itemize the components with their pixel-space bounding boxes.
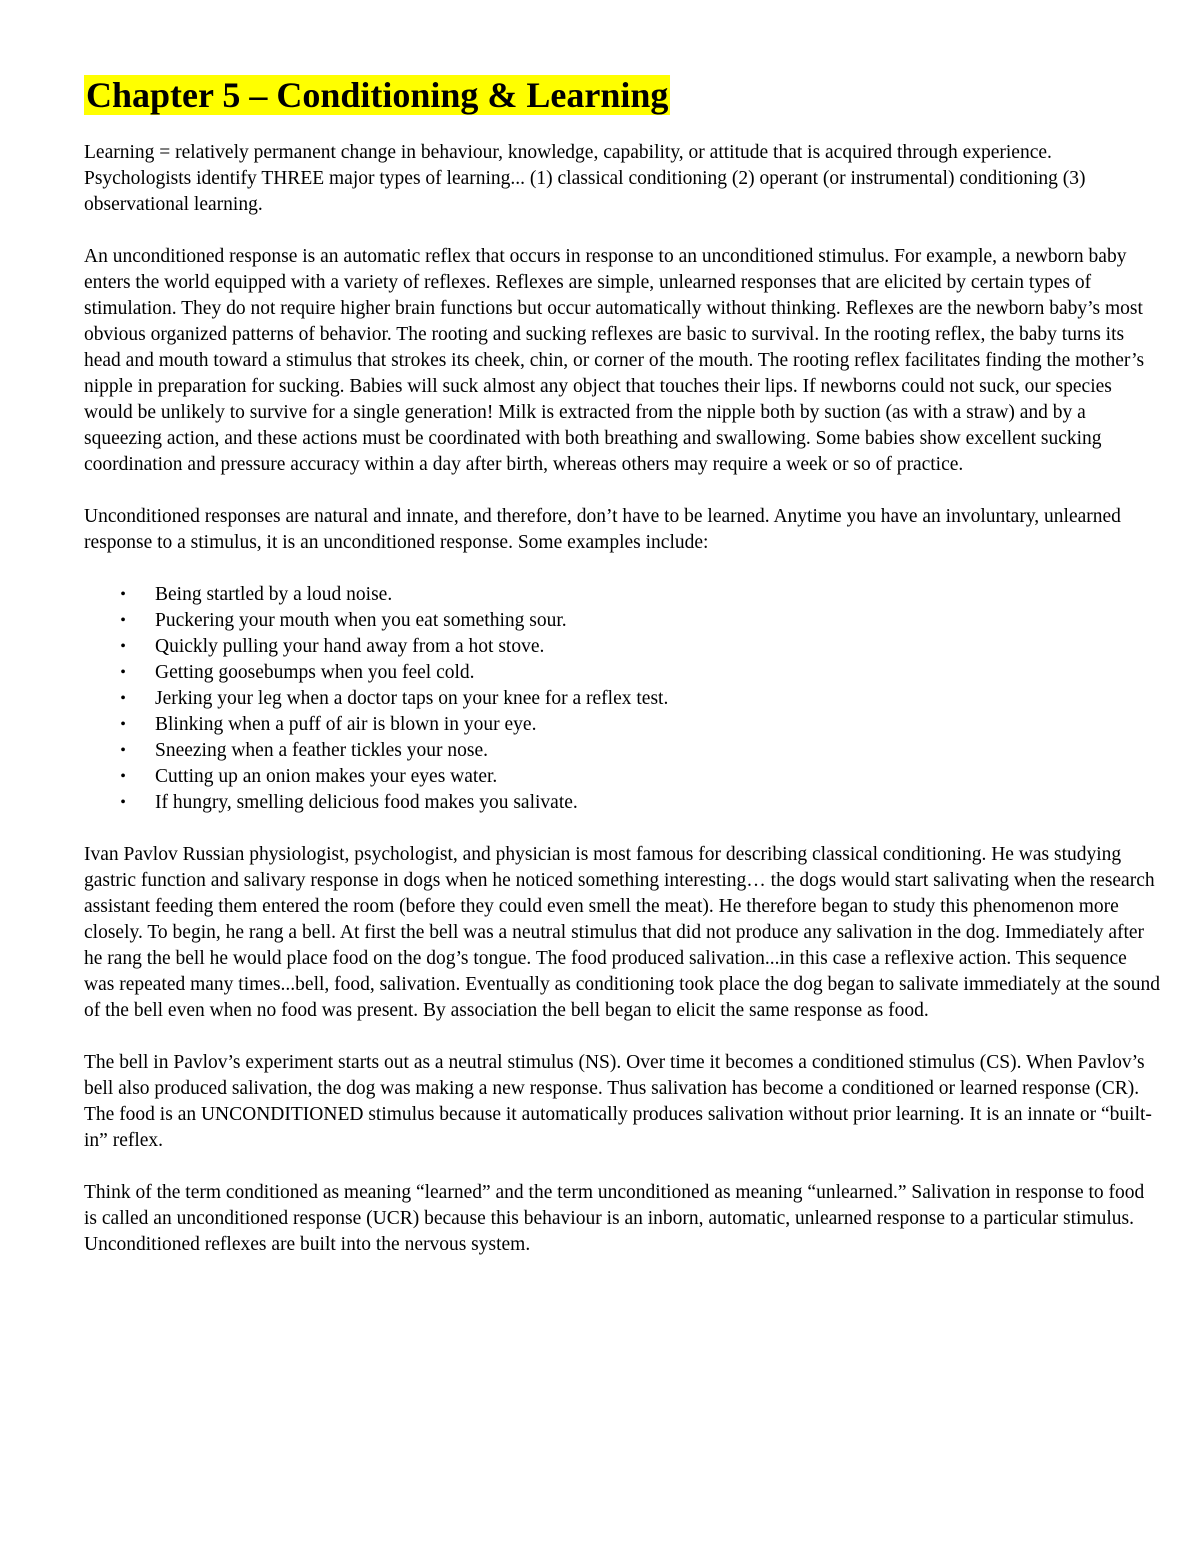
list-item-text: Puckering your mouth when you eat something sour. <box>155 610 567 631</box>
bullet-icon: • <box>120 612 126 629</box>
list-item-text: Jerking your leg when a doctor taps on your knee for a reflex test. <box>155 688 669 709</box>
list-item-text: Getting goosebumps when you feel cold. <box>155 662 475 683</box>
list-item-text: If hungry, smelling delicious food makes you salivate. <box>155 792 578 813</box>
bullet-icon: • <box>120 638 126 655</box>
paragraph-pavlov-bell: The bell in Pavlov’s experiment starts out as a neutral stimulus (NS). Over time it becomes a conditioned stimulus (CS). When Pavlov’s bell also produced salivation, the dog was making a new response. Thus salivation has become a conditioned or learned response (CR). The food is an UNCONDITIONED stimulus because it automatically produces salivation without prior learning. It is an innate or “built-in” reflex. <box>84 1052 1152 1151</box>
paragraph-conditioned-meaning: Think of the term conditioned as meaning “learned” and the term unconditioned as meaning “unlearned.” Salivation in response to food is called an unconditioned response (UCR) because this behaviour is an inborn, automatic, unlearned response to a particular stimulus. Unconditioned reflexes are built into the nervous system. <box>84 1182 1145 1255</box>
list-item <box>84 686 1160 712</box>
document-page <box>84 68 1160 1284</box>
bullet-icon: • <box>120 742 126 759</box>
chapter-title-text: Chapter 5 – Conditioning & Learning <box>86 75 669 115</box>
list-item-text: Being startled by a loud noise. <box>155 584 393 605</box>
bullet-icon: • <box>120 586 126 603</box>
list-item-text: Blinking when a puff of air is blown in your eye. <box>155 714 537 735</box>
list-item <box>84 660 1160 686</box>
paragraph-learning-definition: Learning = relatively permanent change in behaviour, knowledge, capability, or attitude that is acquired through experience. Psychologists identify THREE major types of learning... (1) classical conditioning (2) operant (or instrumental) conditioning (3) observational learning. <box>84 142 1086 215</box>
list-item <box>84 582 1160 608</box>
list-item <box>84 790 1160 816</box>
bullet-icon: • <box>120 768 126 785</box>
examples-list <box>84 582 1160 816</box>
list-item <box>84 634 1160 660</box>
paragraph-unconditioned-response: An unconditioned response is an automatic reflex that occurs in response to an unconditioned stimulus. For example, a newborn baby enters the world equipped with a variety of reflexes. Reflexes are simple, unlearned responses that are elicited by certain types of stimulation. They do not require higher brain functions but occur automatically without thinking. Reflexes are the newborn baby’s most obvious organized patterns of behavior. The rooting and sucking reflexes are basic to survival. In the rooting reflex, the baby turns its head and mouth toward a stimulus that strokes its cheek, chin, or corner of the mouth. The rooting reflex facilitates finding the mother’s nipple in preparation for sucking. Babies will suck almost any object that touches their lips. If newborns could not suck, our species would be unlikely to survive for a single generation! Milk is extracted from the nipple both by suction (as with a straw) and by a squeezing action, and these actions must be coordinated with both breathing and swallowing. Some babies show excellent sucking coordination and pressure accuracy within a day after birth, whereas others may require a week or so of practice. <box>84 246 1145 475</box>
list-item <box>84 738 1160 764</box>
bullet-icon: • <box>120 690 126 707</box>
list-item-text: Quickly pulling your hand away from a hot stove. <box>155 636 545 657</box>
paragraph-examples-intro: Unconditioned responses are natural and innate, and therefore, don’t have to be learned. Anytime you have an involuntary, unlearned response to a stimulus, it is an unconditioned response. Some examples include: <box>84 506 1121 553</box>
bullet-icon: • <box>120 716 126 733</box>
list-item <box>84 608 1160 634</box>
list-item-text: Cutting up an onion makes your eyes water. <box>155 766 498 787</box>
bullet-icon: • <box>120 664 126 681</box>
list-item <box>84 712 1160 738</box>
chapter-title <box>84 68 1160 122</box>
list-item-text: Sneezing when a feather tickles your nose. <box>155 740 489 761</box>
paragraph-pavlov: Ivan Pavlov Russian physiologist, psychologist, and physician is most famous for describing classical conditioning. He was studying gastric function and salivary response in dogs when he noticed something interesting… the dogs would start salivating when the research assistant feeding them entered the room (before they could even smell the meat). He therefore began to study this phenomenon more closely. To begin, he rang a bell. At first the bell was a neutral stimulus that did not produce any salivation in the dog. Immediately after he rang the bell he would place food on the dog’s tongue. The food produced salivation...in this case a reflexive action. This sequence was repeated many times...bell, food, salivation. Eventually as conditioning took place the dog began to salivate immediately at the sound of the bell even when no food was present. By association the bell began to elicit the same response as food. <box>84 844 1161 1021</box>
bullet-icon: • <box>120 794 126 811</box>
list-item <box>84 764 1160 790</box>
